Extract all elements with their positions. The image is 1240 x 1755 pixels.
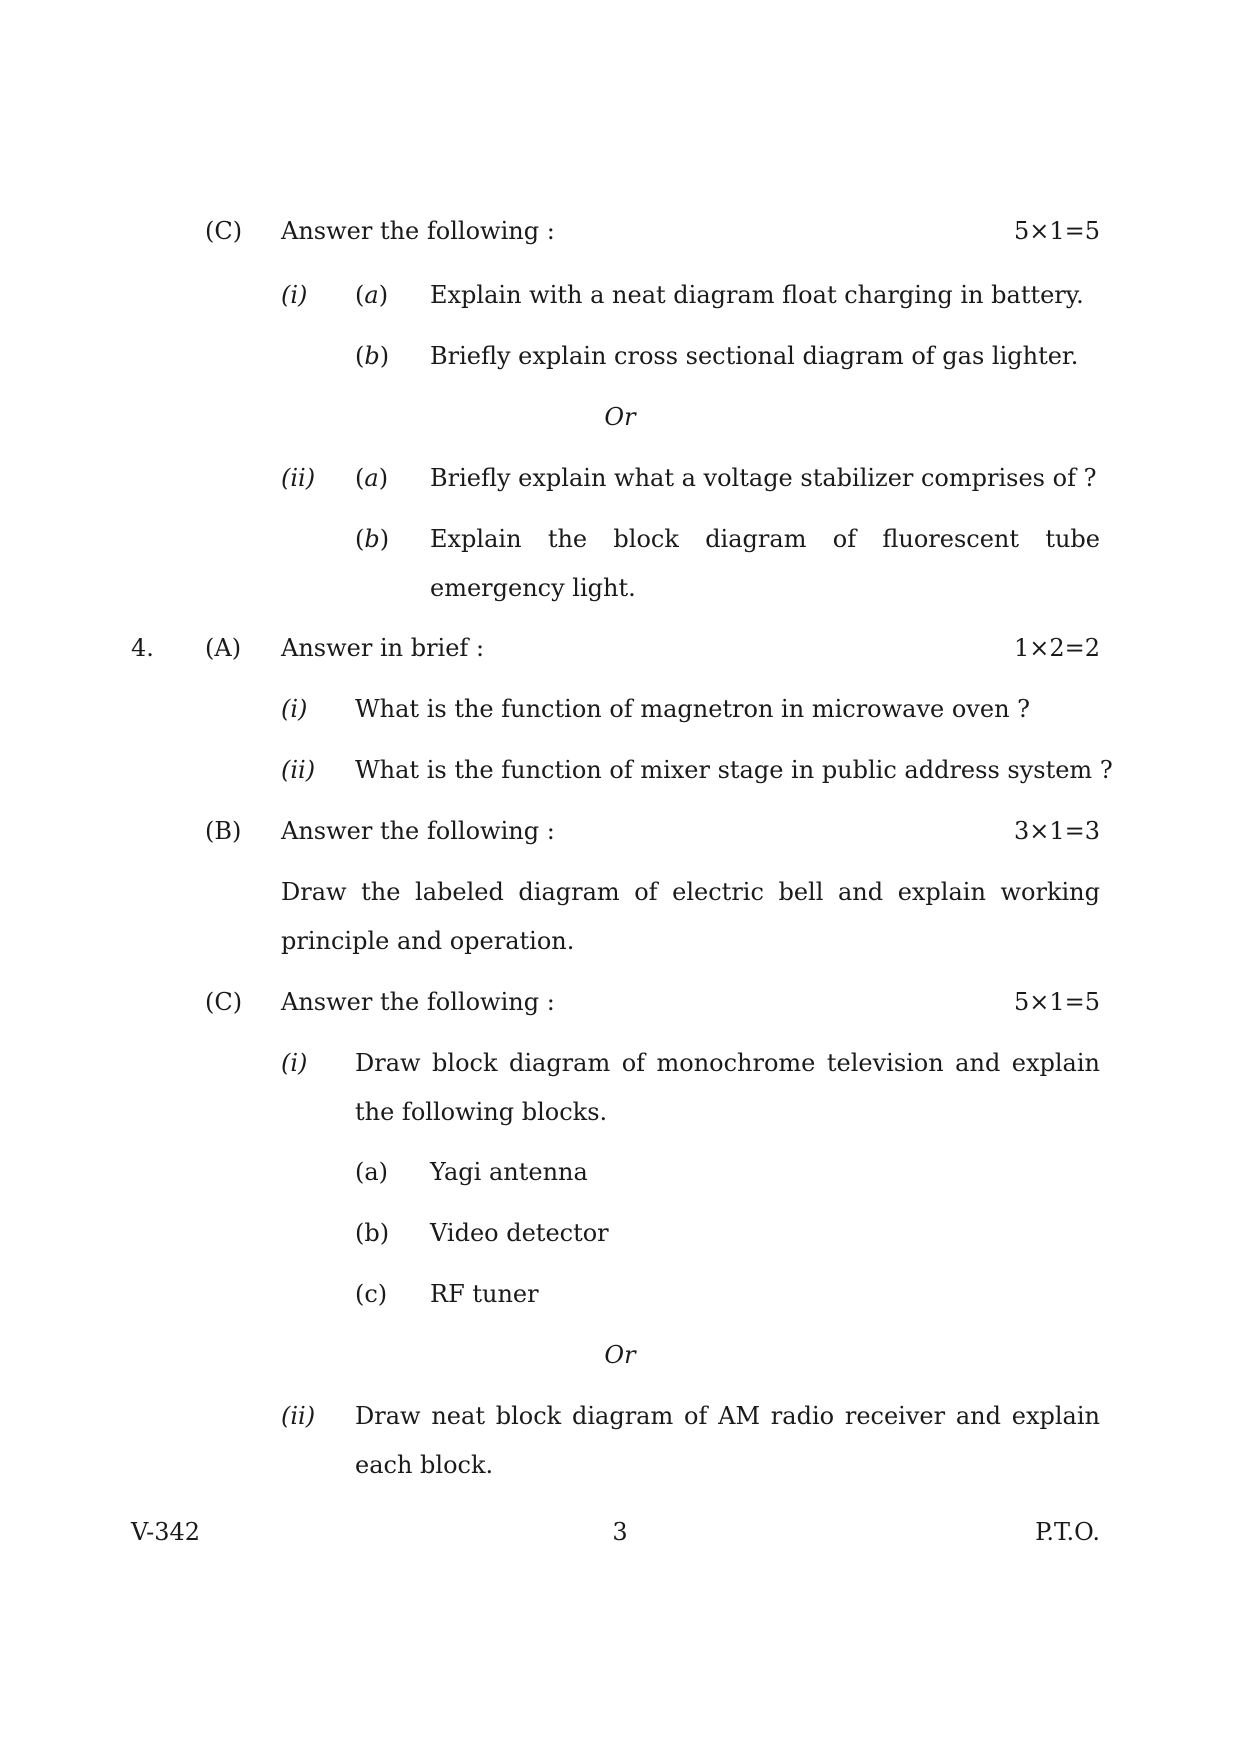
q4a-ii-text: What is the function of mixer stage in public address system ? — [355, 756, 1113, 784]
q4a-i-text: What is the function of magnetron in microwave oven ? — [355, 695, 1031, 723]
q3c-ii-b-letter: (b) — [355, 525, 390, 553]
q3c-i-b-text: Briefly explain cross sectional diagram of gas lighter. — [430, 342, 1079, 370]
q3c-i-a-text: Explain with a neat diagram float charging in battery. — [430, 281, 1084, 309]
q3c-i-num: (i) — [281, 281, 308, 309]
footer-pto: P.T.O. — [1035, 1518, 1100, 1546]
q4c-a-letter: (a) — [355, 1158, 389, 1186]
footer-code: V-342 — [131, 1518, 201, 1546]
q4c-b-text: Video detector — [430, 1219, 609, 1247]
q3c-ii-num: (ii) — [281, 464, 316, 492]
q4a-ii-num: (ii) — [281, 756, 316, 784]
page-number: 3 — [612, 1518, 628, 1546]
q3c-i-b-letter: (b) — [355, 342, 390, 370]
q4c-c-letter: (c) — [355, 1280, 388, 1308]
q4a-i-num: (i) — [281, 695, 308, 723]
q4-number: 4. — [131, 634, 154, 662]
q4c-b-letter: (b) — [355, 1219, 390, 1247]
q4c-or: Or — [604, 1341, 636, 1369]
q4c-heading: Answer the following : — [281, 988, 555, 1016]
q4b-heading: Answer the following : — [281, 817, 555, 845]
q4c-c-text: RF tuner — [430, 1280, 539, 1308]
q4c-label: (C) — [205, 988, 243, 1016]
q3c-marks: 5×1=5 — [1013, 217, 1100, 245]
q3c-i-a-letter: (a) — [355, 281, 389, 309]
q4c-ii-text: Draw neat block diagram of AM radio receiver and explain each block. — [355, 1402, 1100, 1479]
q4b-text: Draw the labeled diagram of electric bell and explain working principle and operation. — [281, 878, 1100, 955]
q3c-label: (C) — [205, 217, 243, 245]
q3c-i-a-letter-inner: a — [364, 281, 379, 309]
q4c-ii-num: (ii) — [281, 1402, 316, 1430]
q4c-a-text: Yagi antenna — [430, 1158, 588, 1186]
q4c-i-text: Draw block diagram of monochrome television and explain the following blocks. — [355, 1049, 1100, 1126]
q4c-marks: 5×1=5 — [1013, 988, 1100, 1016]
q3c-ii-a-text: Briefly explain what a voltage stabilizer comprises of ? — [430, 464, 1097, 492]
q4b-label: (B) — [205, 817, 242, 845]
q4a-label: (A) — [205, 634, 242, 662]
q4c-i-num: (i) — [281, 1049, 308, 1077]
q3c-ii-b-text: Explain the block diagram of fluorescent tube emergency light. — [430, 525, 1100, 602]
q3c-or: Or — [604, 403, 636, 431]
q3c-heading: Answer the following : — [281, 217, 555, 245]
q3c-ii-a-letter-inner: a — [364, 464, 379, 492]
q3c-ii-b-letter-inner: b — [364, 525, 380, 553]
q4b-marks: 3×1=3 — [1013, 817, 1100, 845]
q4a-marks: 1×2=2 — [1013, 634, 1100, 662]
q3c-i-b-letter-inner: b — [364, 342, 380, 370]
q4a-heading: Answer in brief : — [281, 634, 485, 662]
q3c-ii-a-letter: (a) — [355, 464, 389, 492]
